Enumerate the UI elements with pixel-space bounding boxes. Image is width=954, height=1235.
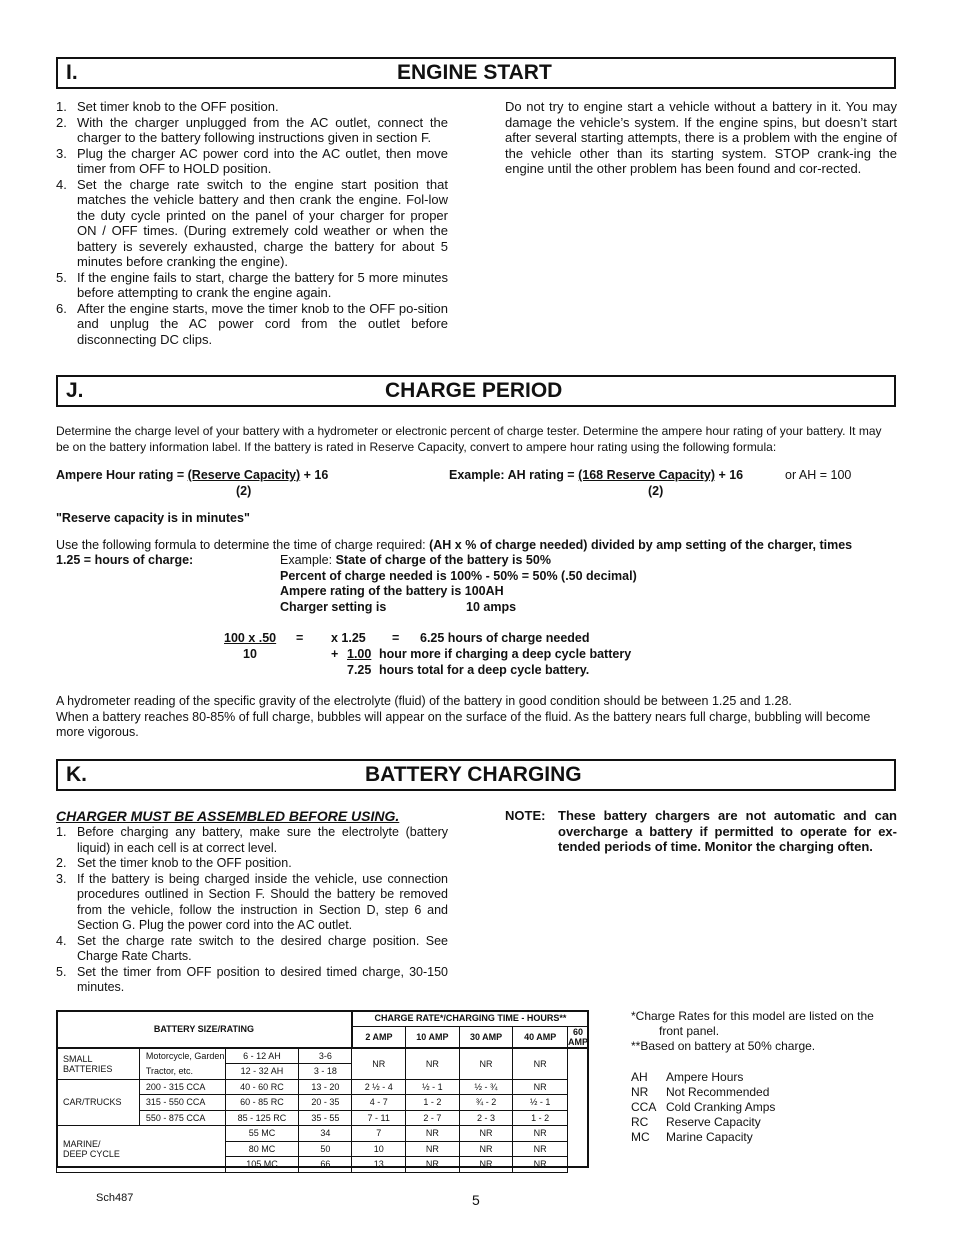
section-title: BATTERY CHARGING: [365, 763, 582, 786]
list-item: 4. Set the charge rate switch to the desired charge position. See Charge Rate Charts.: [56, 933, 448, 963]
value-cell: NR: [459, 1141, 513, 1157]
note-text: These battery chargers are not automatic and can overcharge a battery if permitted to operate for ex-tended periods of time. Monitor the charging often.: [558, 808, 897, 854]
charge-period-intro: Determine the charge level of your battery with a hydrometer or electronic percent of charge tester. Determine the ampere hour rating of your battery. It may be on the battery information label. If the battery is rated in Reserve Capacity, convert to ampere hour rating using the following formula:: [56, 424, 882, 454]
value-cell: NR: [513, 1079, 568, 1095]
value-cell: NR: [406, 1157, 460, 1173]
type-cell: Tractor, etc.: [139, 1064, 225, 1080]
section-letter: I.: [66, 61, 78, 84]
cca-cell: 315 - 550 CCA: [139, 1095, 225, 1111]
mc-cell: 55 MC: [225, 1126, 299, 1142]
value-cell: NR: [352, 1048, 406, 1080]
value-cell: 50: [299, 1141, 352, 1157]
header-rate: CHARGE RATE*/CHARGING TIME - HOURS**: [352, 1011, 589, 1027]
rating-cell: 12 - 32 AH: [225, 1064, 299, 1080]
header-amp: 40 AMP: [513, 1026, 568, 1048]
value-cell: 2 ½ - 4: [352, 1079, 406, 1095]
table-row: [57, 1126, 589, 1142]
list-item: 4. Set the charge rate switch to the engine start position that matches the vehicle battery and then crank the engine. Fol-low the duty cycle printed on the panel of your charger for proper ON / OFF times. (During extremely cold weather or when the battery is severely exhausted, charge the battery for about 5 minutes before cranking the engine).: [56, 176, 448, 269]
calc-add-value: 1.00: [347, 647, 372, 661]
document-code: Sch487: [96, 1192, 134, 1204]
engine-start-warning: Do not try to engine start a vehicle without a battery in it. You may damage the vehicle’s system. If the engine spins, but doesn’t start after several starting attempts, there is a problem with the engine of the vehicle other than its starting system. STOP crank-ing the engine until the other problem has been found and cor-rected.: [505, 99, 897, 176]
calc-total-text: hours total for a deep cycle battery.: [379, 663, 590, 677]
list-item: 2. Set the timer knob to the OFF position.: [56, 856, 292, 870]
section-header-engine-start: [56, 57, 896, 89]
value-cell: 34: [299, 1126, 352, 1142]
legend-note: front panel.: [659, 1024, 720, 1039]
value-cell: NR: [406, 1141, 460, 1157]
value-cell: 13 - 20: [299, 1079, 352, 1095]
header-amp: 30 AMP: [459, 1026, 513, 1048]
value-cell: ½ - ¾: [459, 1079, 513, 1095]
calc-add-text: hour more if charging a deep cycle battery: [379, 647, 632, 661]
group-small: SMALL BATTERIES: [57, 1048, 140, 1080]
section-title: CHARGE PERIOD: [385, 379, 563, 402]
legend-note: *Charge Rates for this model are listed on the: [631, 1009, 874, 1023]
calc-plus: +: [331, 647, 339, 661]
legend-item: CCA Cold Cranking Amps: [631, 1100, 776, 1115]
calc-multiplier: x 1.25: [331, 631, 366, 645]
charge-rate-table: [56, 1010, 589, 1173]
value-cell: 10: [352, 1141, 406, 1157]
table-legend: [631, 1009, 897, 1146]
list-item: 3. Plug the charger AC power cord into the AC outlet, then move timer from OFF to HOLD position.: [56, 145, 448, 176]
section-letter: J.: [66, 379, 84, 402]
time-formula: Use the following formula to determine the time of charge required: (AH x % of charge needed) divided by amp setting of the charger, times: [56, 538, 853, 552]
group-marine: MARINE/ DEEP CYCLE: [57, 1126, 226, 1173]
value-cell: 3 - 18: [299, 1064, 352, 1080]
header-amp: 60 AMP: [568, 1026, 588, 1047]
example-result: or AH = 100: [785, 468, 852, 482]
list-item: 5. Set the timer from OFF position to desired timed charge, 30-150 minutes.: [56, 964, 448, 994]
table-row: [57, 1048, 589, 1064]
value-cell: 7: [352, 1126, 406, 1142]
list-item: 1. Before charging any battery, make sure the electrolyte (battery liquid) in each cell is at correct level.: [56, 825, 448, 855]
calc-result: 6.25 hours of charge needed: [420, 631, 590, 645]
assembly-warning: CHARGER MUST BE ASSEMBLED BEFORE USING.: [56, 808, 400, 824]
value-cell: 3-6: [299, 1048, 352, 1064]
value-cell: ¾ - 2: [459, 1095, 513, 1111]
header-amp: 10 AMP: [406, 1026, 460, 1048]
value-cell: 4 - 7: [352, 1095, 406, 1111]
formula-ah: Ampere Hour rating = (Reserve Capacity) + 16: [56, 468, 329, 482]
header-amp: 2 AMP: [352, 1026, 406, 1048]
value-cell: ½ - 1: [513, 1095, 568, 1111]
reserve-note: "Reserve capacity is in minutes": [56, 511, 250, 525]
list-item: 5. If the engine fails to start, charge the battery for 5 more minutes before attempting to crank the engine again.: [56, 269, 448, 300]
type-cell: Motorcycle, Garden: [139, 1048, 225, 1064]
legend-item: NR Not Recommended: [631, 1084, 770, 1099]
value-cell: 13: [352, 1157, 406, 1173]
cca-cell: 550 - 875 CCA: [139, 1110, 225, 1126]
engine-start-steps: [56, 99, 448, 347]
note-label: NOTE:: [505, 808, 546, 823]
value-cell: ½ - 1: [406, 1079, 460, 1095]
calc-equals-1: =: [296, 631, 304, 645]
list-item: 1. Set timer knob to the OFF position.: [56, 99, 279, 114]
value-cell: 7 - 11: [352, 1110, 406, 1126]
formula-denominator: (2): [236, 484, 252, 498]
example-block: Example: State of charge of the battery is 50% Percent of charge needed is 100% - 50% = 50% (.50 decimal) Ampere rating of the battery is 100AH Charger setting is 10 amps: [280, 553, 637, 614]
value-cell: NR: [459, 1048, 513, 1080]
rating-cell: 6 - 12 AH: [225, 1048, 299, 1064]
page-number: 5: [472, 1192, 480, 1208]
table-row: [57, 1079, 589, 1095]
value-cell: NR: [406, 1048, 460, 1080]
example-denominator: (2): [648, 484, 664, 498]
value-cell: NR: [513, 1126, 568, 1142]
cca-cell: 200 - 315 CCA: [139, 1079, 225, 1095]
section-title: ENGINE START: [397, 61, 552, 84]
value-cell: 2 - 3: [459, 1110, 513, 1126]
header-size: BATTERY SIZE/RATING: [57, 1011, 352, 1048]
table-row: [57, 1011, 589, 1027]
legend-item: AH Ampere Hours: [631, 1069, 744, 1084]
value-cell: 1 - 2: [513, 1110, 568, 1126]
rc-cell: 60 - 85 RC: [225, 1095, 299, 1111]
value-cell: 66: [299, 1157, 352, 1173]
list-item: 2. With the charger unplugged from the AC outlet, connect the charger to the battery following instructions given in section F.: [56, 114, 448, 145]
group-car: CAR/TRUCKS: [57, 1079, 140, 1126]
list-item: 3. If the battery is being charged inside the vehicle, use connection procedures outlined in Section F. Should the battery be removed from the vehicle, follow the instruction in Section D, step 6 and Section G. Plug the power cord into the AC outlet.: [56, 871, 448, 932]
time-formula-end: 1.25 = hours of charge:: [56, 553, 194, 567]
calc-total-value: 7.25: [347, 663, 372, 677]
formula-example: Example: AH rating = (168 Reserve Capacity) + 16: [449, 468, 744, 482]
legend-item: MC Marine Capacity: [631, 1130, 753, 1145]
value-cell: 1 - 2: [406, 1095, 460, 1111]
mc-cell: 105 MC: [225, 1157, 299, 1173]
legend-note: **Based on battery at 50% charge.: [631, 1039, 816, 1054]
calc-equals-2: =: [392, 631, 400, 645]
rc-cell: 85 - 125 RC: [225, 1110, 299, 1126]
value-cell: NR: [406, 1126, 460, 1142]
calc-numerator: 100 x .50: [224, 631, 277, 645]
battery-charging-steps: [56, 825, 448, 996]
value-cell: NR: [513, 1157, 568, 1173]
value-cell: 2 - 7: [406, 1110, 460, 1126]
hydrometer-note: A hydrometer reading of the specific gravity of the electrolyte (fluid) of the battery in good condition should be between 1.25 and 1.28. When a battery reaches 80-85% of full charge, bubbles will appear on the surface of the fluid. As the battery nears full charge, bubbling will become more vigorous.: [56, 694, 871, 739]
value-cell: 35 - 55: [299, 1110, 352, 1126]
value-cell: 20 - 35: [299, 1095, 352, 1111]
mc-cell: 80 MC: [225, 1141, 299, 1157]
calc-denominator: 10: [243, 647, 257, 661]
rc-cell: 40 - 60 RC: [225, 1079, 299, 1095]
value-cell: NR: [513, 1048, 568, 1080]
value-cell: NR: [513, 1141, 568, 1157]
section-header-battery-charging: [56, 759, 896, 791]
section-letter: K.: [66, 763, 87, 786]
value-cell: NR: [459, 1126, 513, 1142]
legend-item: RC Reserve Capacity: [631, 1115, 761, 1130]
list-item: 6. After the engine starts, move the timer knob to the OFF po-sition and unplug the AC power cord from the outlet before disconnecting DC clips.: [56, 300, 448, 347]
section-header-charge-period: [56, 375, 896, 407]
value-cell: NR: [459, 1157, 513, 1173]
